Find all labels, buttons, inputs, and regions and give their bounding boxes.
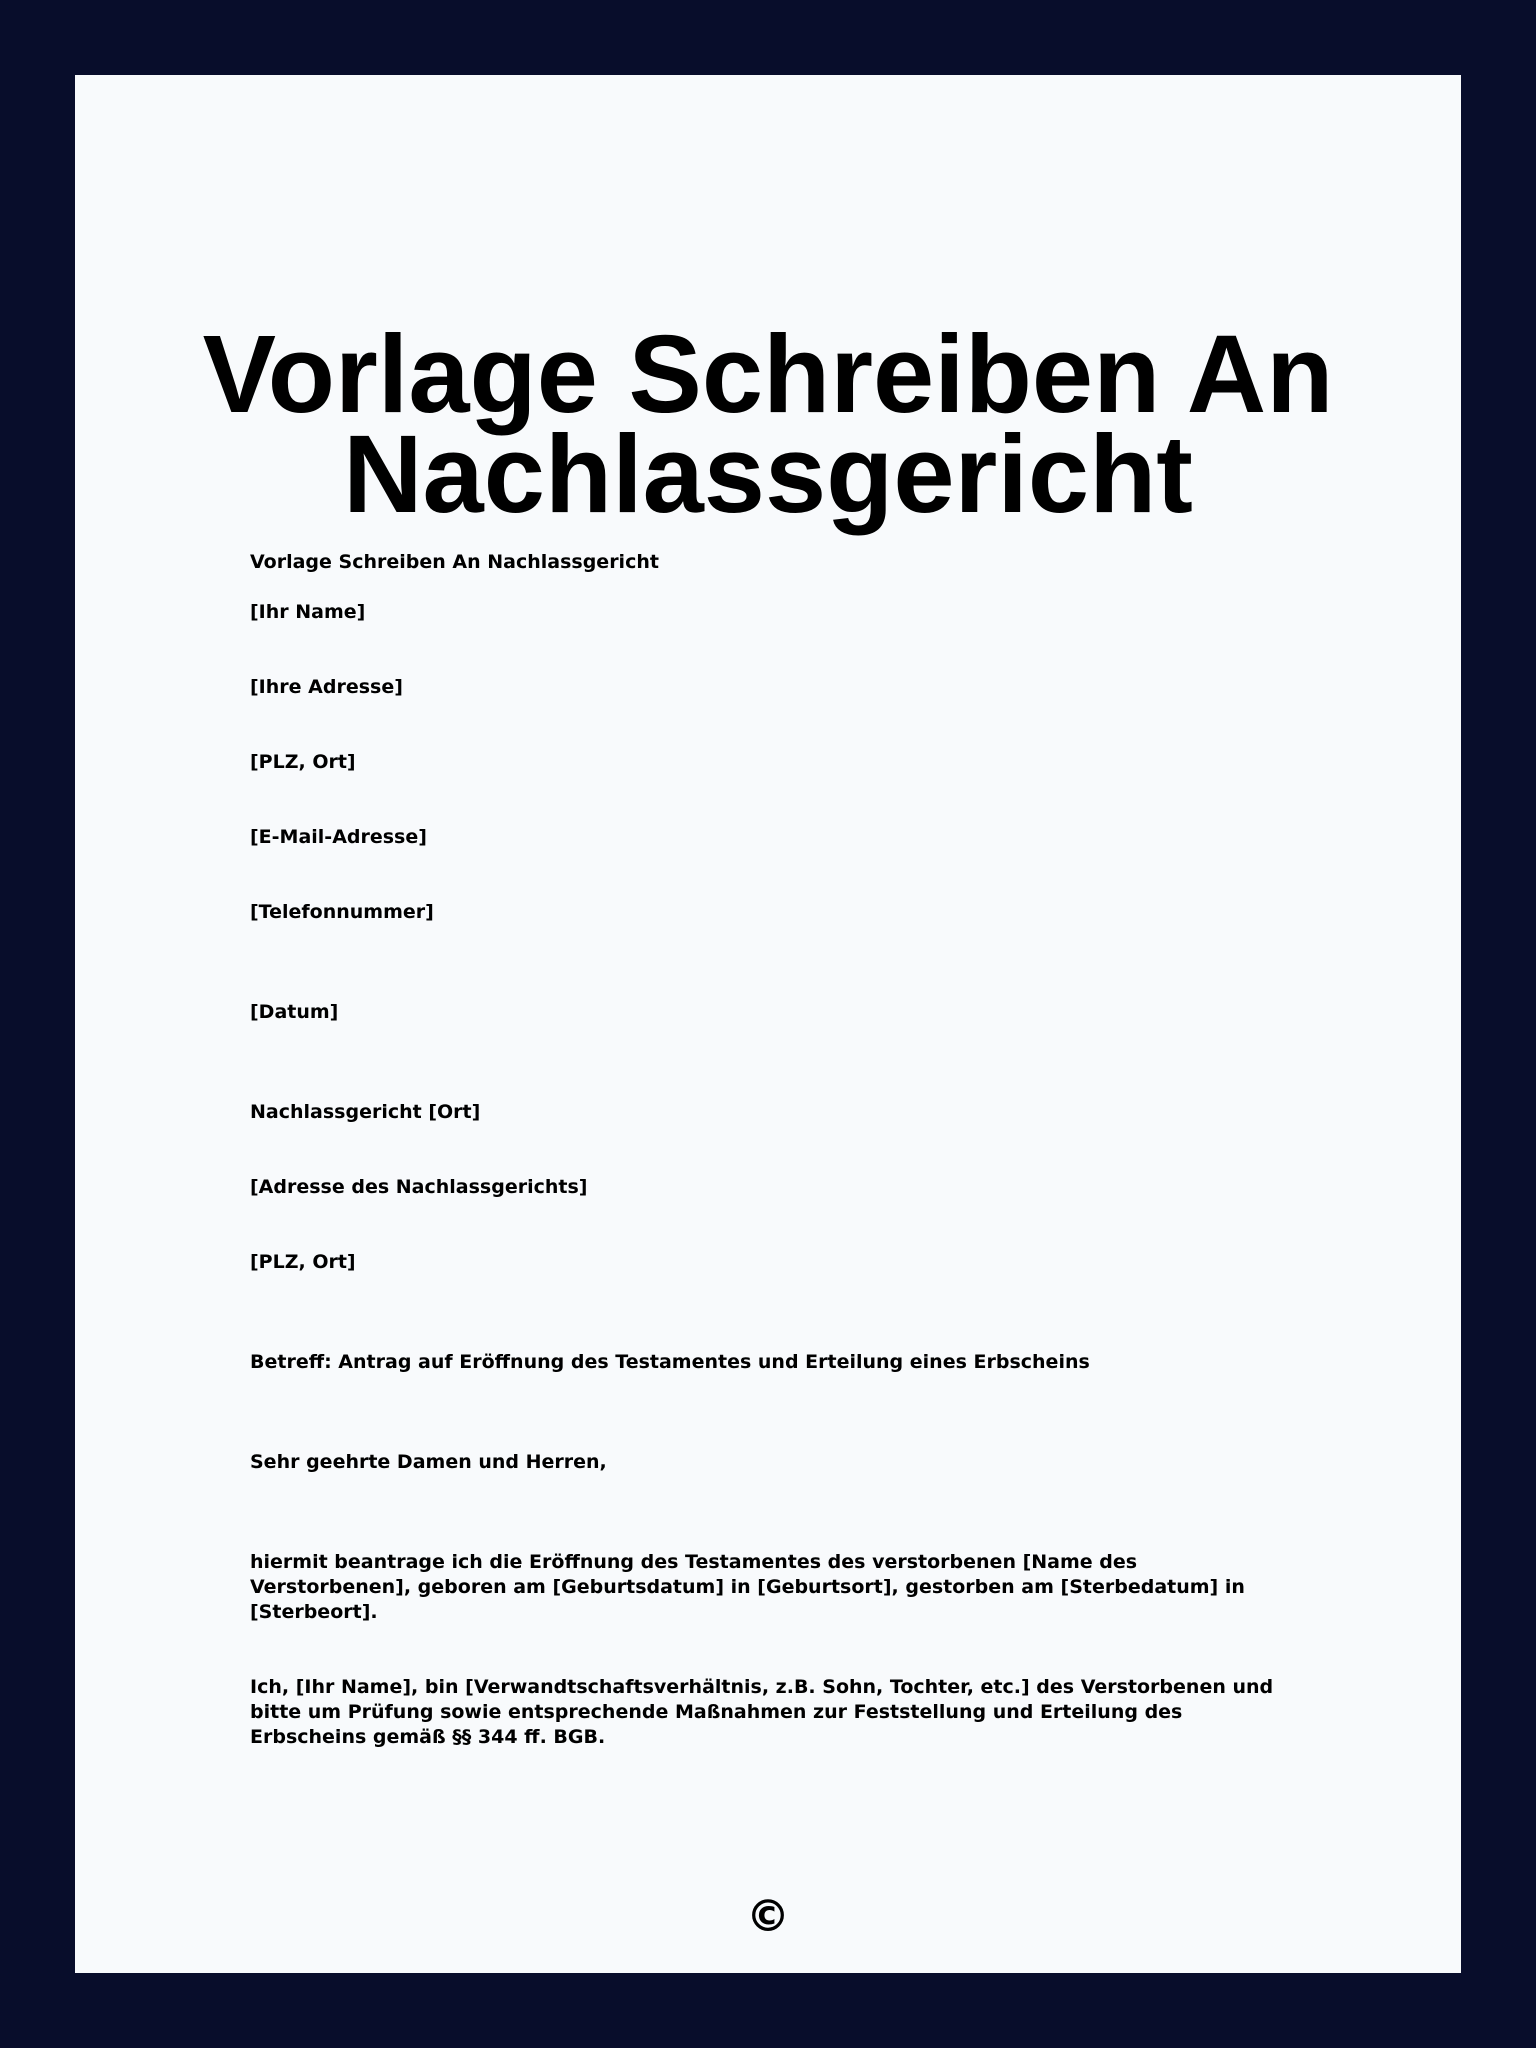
document-subtitle: Vorlage Schreiben An Nachlassgericht (250, 551, 659, 573)
sender-email: [E-Mail-Adresse] (250, 826, 427, 848)
sender-address: [Ihre Adresse] (250, 676, 403, 698)
recipient-name: Nachlassgericht [Ort] (250, 1101, 481, 1123)
sender-city: [PLZ, Ort] (250, 751, 356, 773)
recipient-address: [Adresse des Nachlassgerichts] (250, 1176, 588, 1198)
subject-line: Betreff: Antrag auf Eröffnung des Testamentes und Erteilung eines Erbscheins (250, 1351, 1090, 1373)
copyright-icon: © (746, 1891, 790, 1942)
sender-phone: [Telefonnummer] (250, 901, 434, 923)
body-paragraph-1: hiermit beantrage ich die Eröffnung des Testamentes des verstorbenen [Name des Verstorbenen], geboren am [Geburtsdatum] in [Geburtsort], gestorben am [Sterbedatum] in [Sterbeort]. (250, 1551, 1245, 1623)
recipient-city: [PLZ, Ort] (250, 1251, 356, 1273)
letter-date: [Datum] (250, 1001, 339, 1023)
sender-name: [Ihr Name] (250, 601, 366, 623)
document-page (75, 75, 1461, 1973)
body-paragraph-2: Ich, [Ihr Name], bin [Verwandtschaftsverhältnis, z.B. Sohn, Tochter, etc.] des Verstorbenen und bitte um Prüfung sowie entsprechende Maßnahmen zur Feststellung und Erteilung des Erbscheins gemäß §§ 344 ff. BGB. (250, 1676, 1274, 1748)
document-title: Vorlage Schreiben An Nachlassgericht (202, 313, 1334, 536)
salutation: Sehr geehrte Damen und Herren, (250, 1451, 607, 1473)
